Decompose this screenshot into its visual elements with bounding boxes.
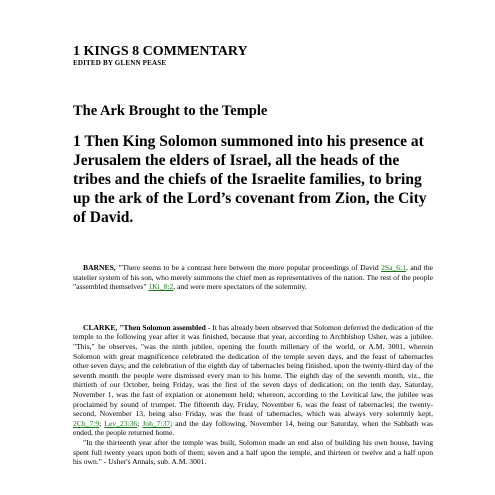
- barnes-commentary: [73, 263, 433, 292]
- section-heading: The Ark Brought to the Temple: [73, 103, 268, 119]
- clarke-commentary-continued: [73, 438, 433, 467]
- clarke-text: "In the thirteenth year after the temple was built, Solomon made an end also of building his own house, having spent full twenty years upon both of them; seven and a half upon the temple, and thirteen or twelve and a half upon his own." - Usher's Annals, sub. A.M. 3001.: [73, 437, 433, 467]
- separator: ;: [137, 418, 143, 428]
- separator: ;: [99, 418, 105, 428]
- clarke-name: CLARKE, "Then Solomon assembled: [83, 322, 206, 332]
- document-page: [73, 44, 433, 467]
- barnes-text: There seems to be a contrast here between the more popular proceedings of David: [122, 263, 382, 272]
- clarke-text: - It has already been observed that Solomon deferred the dedication of the temple to the following year after it was finished, because that year, according to Archbishop Usher, was a jubilee. "This," he observes, "was the ninth jubilee, opening the fourth millenary of the world, or A.M. 3001, wherein Solomon with great magnificence celebrated the dedication of the temple seven days, and the feast of tabernacles other seven days; and the celebration of the eighth day of tabernacles being finished, upon the twenty-third day of the seventh month the people were dismissed every man to his home. The eighth day of the seventh month, viz., the thirtieth of our October, being Friday, was the first of the seven days of dedication; on the tenth day, Saturday, November 1, was the fast of expiation or atonement held; whereon, according to the Levitical law, the jubilee was proclaimed by sound of trumpet. The fifteenth day, Friday, November 6, was the feast of tabernacles; the twenty-second, November 13, being also Friday, was the feast of tabernacles, which was always very solemnly kept,: [73, 322, 433, 419]
- document-title: 1 KINGS 8 COMMENTARY: [73, 44, 248, 59]
- barnes-name: BARNES, ": [83, 263, 123, 272]
- clarke-commentary: [73, 323, 433, 438]
- barnes-text: , and the statelier system of his son, who merely summons the chief men as representatives of the nation. The rest of the people "assembled themselves": [73, 263, 434, 292]
- clarke-text: ; and the day following, November 14, being our Saturday, when the Sabbath was ended, the people returned home.: [73, 418, 433, 438]
- scripture-link[interactable]: Lev_23:36: [104, 418, 138, 428]
- scripture-link[interactable]: 2Sa_6:1: [381, 263, 407, 272]
- barnes-text: , and were mere spectators of the solemnity.: [173, 282, 307, 292]
- document-editor: EDITED BY GLENN PEASE: [73, 59, 167, 67]
- verse-text: 1 Then King Solomon summoned into his presence at Jerusalem the elders of Israel, all the heads of the tribes and the chiefs of the Israelite families, to bring up the ark of the Lord’s covenant from Zion, the City of David.: [73, 133, 427, 226]
- scripture-link[interactable]: 2Ch_7:9: [73, 418, 100, 428]
- scripture-link[interactable]: 1Ki_8:2: [148, 282, 174, 292]
- scripture-link[interactable]: Joh_7:37: [142, 418, 171, 428]
